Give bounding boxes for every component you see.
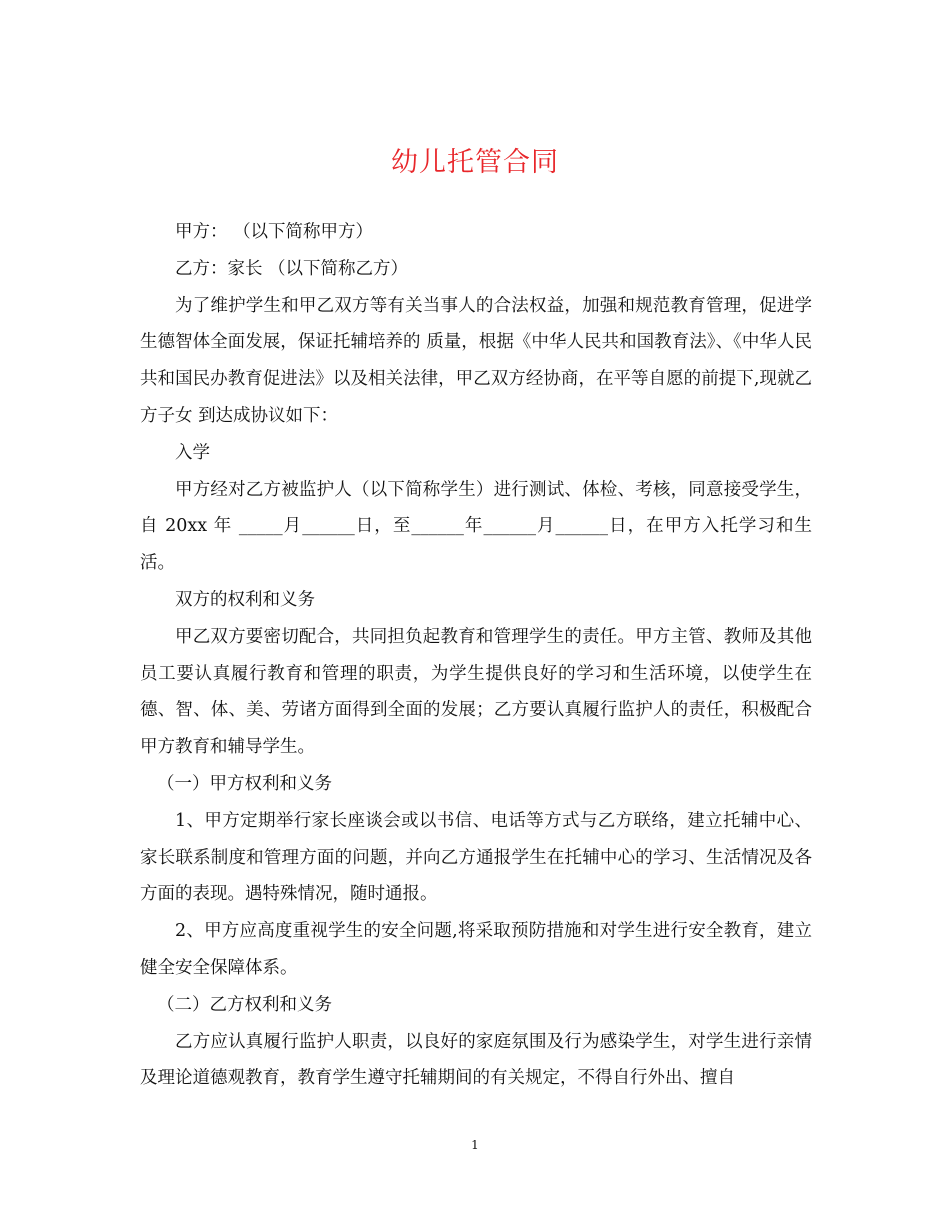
subheading-party-b: （二）乙方权利和义务 (157, 994, 332, 1015)
section-heading-enrollment: 入学 (175, 442, 210, 463)
party-b-line: 乙方：家长 （以下简称乙方） (175, 258, 409, 279)
party-b-clause: 乙方应认真履行监护人职责，以良好的家庭氛围及行为感染学生，对学生进行亲情及理论道德观教育，教育学生遵守托辅期间的有关规定，不得自行外出、擅自 (140, 1031, 812, 1089)
party-a-clause-2: 2、甲方应高度重视学生的安全问题,将采取预防措施和对学生进行安全教育，建立健全安全保障体系。 (140, 921, 812, 978)
preamble-paragraph: 为了维护学生和甲乙双方等有关当事人的合法权益，加强和规范教育管理，促进学生德智体全面发展，保证托辅培养的 质量，根据《中华人民共和国教育法》、《中华人民共和国民办教育促进法》以及相关法律，甲乙双方经协商，在平等自愿的前提下,现就乙方子女 到达成协议如下： (140, 295, 812, 426)
enrollment-paragraph: 甲方经对乙方被监护人（以下简称学生）进行测试、体检、考核，同意接受学生，自 20xx 年 _____月______日，至______年______月______日，在甲方入托学习和生活。 (140, 479, 812, 574)
document-title: 幼儿托管合同 (391, 147, 559, 178)
page-number: 1 (471, 1138, 479, 1152)
party-a-clause-1: 1、甲方定期举行家长座谈会或以书信、电话等方式与乙方联络，建立托辅中心、家长联系制度和管理方面的问题，并向乙方通报学生在托辅中心的学习、生活情况及各方面的表现。遇特殊情况，随时通报。 (140, 810, 812, 905)
document-body (140, 214, 812, 1097)
party-a-line: 甲方： （以下简称甲方） (175, 222, 374, 242)
rights-paragraph: 甲乙双方要密切配合，共同担负起教育和管理学生的责任。甲方主管、教师及其他员工要认真履行教育和管理的职责，为学生提供良好的学习和生活环境，以使学生在德、智、体、美、劳诸方面得到全面的发展；乙方要认真履行监护人的责任，积极配合甲方教育和辅导学生。 (140, 626, 812, 758)
subheading-party-a: （一）甲方权利和义务 (157, 773, 332, 794)
section-heading-rights: 双方的权利和义务 (175, 589, 315, 610)
